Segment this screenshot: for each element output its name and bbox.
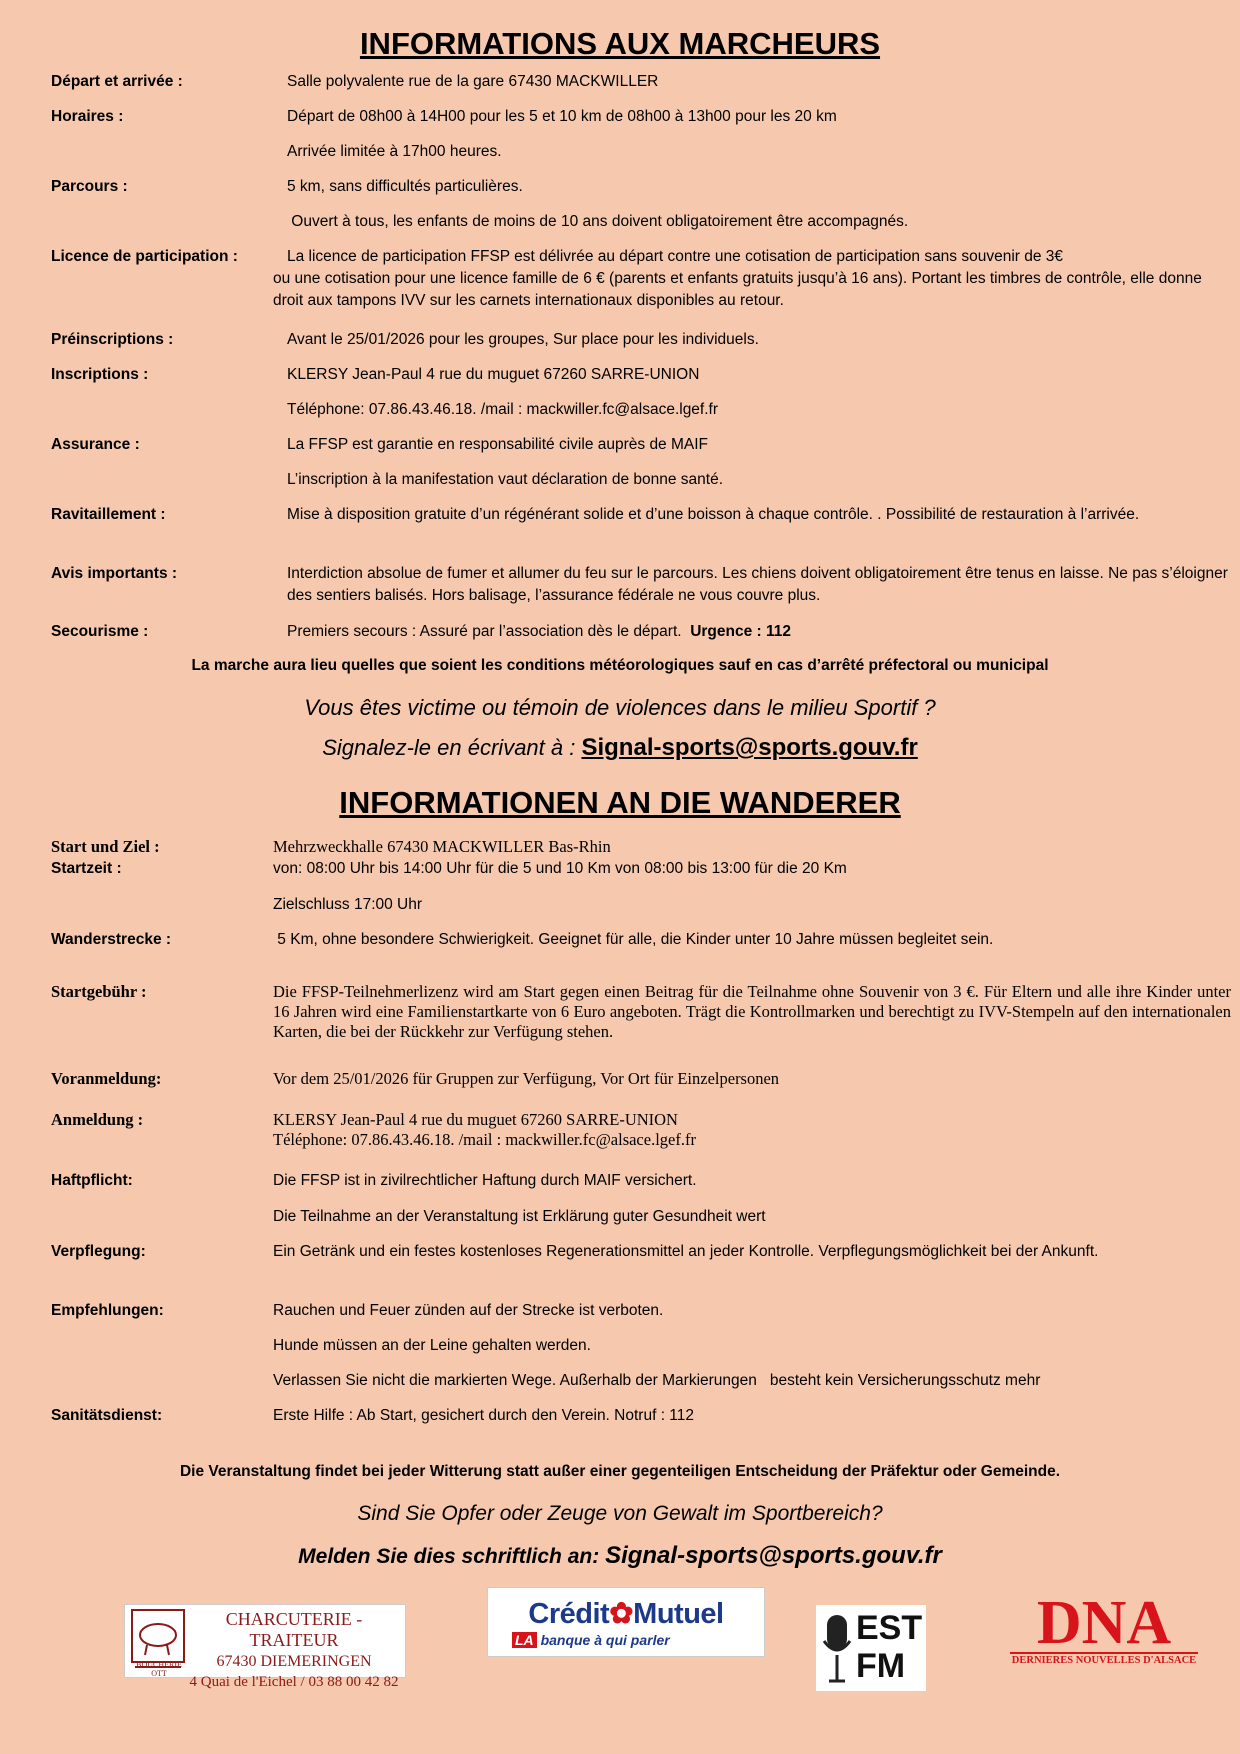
fr-urgence: Urgence : 112 — [690, 623, 792, 640]
fr-parcours-label: Parcours : — [51, 178, 128, 195]
fr-ouvert-value: Ouvert à tous, les enfants de moins de 10 ans doivent obligatoirement être accompagnés. — [287, 213, 909, 230]
fr-parcours-value: 5 km, sans difficultés particulières. — [287, 178, 523, 195]
dna-subtitle: DERNIERES NOUVELLES D'ALSACE — [1010, 1652, 1198, 1666]
fr-horaires-value: Départ de 08h00 à 14H00 pour les 5 et 10 km de 08h00 à 13h00 pour les 20 km — [287, 108, 837, 125]
charcuterie-brand: BOUCHERIE OTT — [136, 1660, 182, 1678]
fr-arrivee-value: Arrivée limitée à 17h00 heures. — [287, 143, 502, 160]
de-sanitaet-label: Sanitätsdienst: — [51, 1407, 163, 1424]
de-empfehlungen-label: Empfehlungen: — [51, 1302, 164, 1319]
estfm-text — [856, 1609, 924, 1685]
de-wanderstrecke-value: 5 Km, ohne besondere Schwierigkeit. Geeignet für alle, die Kinder unter 10 Jahre müssen begleitet sein. — [273, 931, 994, 948]
credit-mutuel-emblem-icon: ✿ — [609, 1598, 634, 1630]
fr-inscriptions-value: KLERSY Jean-Paul 4 rue du muguet 67260 SARRE-UNION — [287, 366, 700, 383]
charcuterie-logo — [124, 1604, 406, 1690]
credit-mutuel-name — [488, 1596, 764, 1631]
mutuel-word: Mutuel — [633, 1598, 724, 1630]
fr-licence-label: Licence de participation : — [51, 248, 238, 265]
dna-name: DNA — [1036, 1589, 1172, 1657]
de-signal-email-link[interactable]: Signal-sports@sports.gouv.fr — [605, 1542, 942, 1569]
de-voranmeldung-value: Vor dem 25/01/2026 für Gruppen zur Verfügung, Vor Ort für Einzelpersonen — [273, 1069, 780, 1088]
de-wanderstrecke-label: Wanderstrecke : — [51, 931, 172, 948]
charcuterie-city: 67430 DIEMERINGEN — [216, 1653, 372, 1670]
de-sanitaet-value: Erste Hilfe : Ab Start, gesichert durch den Verein. Notruf : 112 — [273, 1407, 695, 1424]
fr-preinscriptions-value: Avant le 25/01/2026 pour les groupes, Sur place pour les individuels. — [287, 331, 759, 348]
de-verpflegung-label: Verpflegung: — [51, 1243, 146, 1260]
de-startzeit-value: von: 08:00 Uhr bis 14:00 Uhr für die 5 und 10 Km von 08:00 bis 13:00 für die 20 Km — [273, 860, 847, 877]
fr-signal-line — [0, 734, 1240, 762]
dna-logo — [1010, 1589, 1198, 1670]
de-haftpflicht-label: Haftpflicht: — [51, 1172, 133, 1189]
fr-signal-prefix: Signalez-le en écrivant à : — [322, 735, 576, 760]
fr-sante-value: L’inscription à la manifestation vaut déclaration de bonne santé. — [287, 471, 724, 488]
tag-text: banque à qui parler — [540, 1632, 670, 1648]
french-title: INFORMATIONS AUX MARCHEURS — [359, 26, 881, 61]
microphone-icon — [820, 1609, 854, 1689]
fr-weather-note: La marche aura lieu quelles que soient les conditions météorologiques sauf en cas d’arrêté préfectoral ou municipal — [191, 657, 1049, 674]
fr-assurance-value: La FFSP est garantie en responsabilité civile auprès de MAIF — [287, 436, 709, 453]
estfm-logo — [816, 1605, 926, 1691]
charcuterie-address: 4 Quai de l'Eichel / 03 88 00 42 82 — [189, 1674, 399, 1690]
fr-avis-value: Interdiction absolue de fumer et allumer du feu sur le parcours. Les chiens doivent obligatoirement être tenus en laisse. Ne pas s’éloigner des sentiers balisés. Hors balisage, l’assurance fédérale ne vous couvre plus. — [287, 565, 1228, 604]
fr-ravitaillement-label: Ravitaillement : — [51, 506, 166, 523]
de-empfehlungen-value-3: Verlassen Sie nicht die markierten Wege. Außerhalb der Markierungen besteht kein Versicherungsschutz mehr — [273, 1372, 1041, 1389]
de-gesundheit-value: Die Teilnahme an der Veranstaltung ist Erklärung guter Gesundheit wert — [273, 1208, 766, 1225]
de-haftpflicht-value: Die FFSP ist in zivilrechtlicher Haftung durch MAIF versichert. — [273, 1172, 697, 1189]
de-zielschluss-value: Zielschluss 17:00 Uhr — [273, 896, 423, 913]
german-title: INFORMATIONEN AN DIE WANDERER — [339, 785, 901, 820]
fr-horaires-label: Horaires : — [51, 108, 124, 125]
fr-inscriptions-label: Inscriptions : — [51, 366, 149, 383]
estfm-line-2: FM — [856, 1647, 906, 1685]
fr-depart-value: Salle polyvalente rue de la gare 67430 MACKWILLER — [287, 73, 659, 90]
de-startgebuehr-value: Die FFSP-Teilnehmerlizenz wird am Start gegen einen Beitrag für die Teilnahme ohne Souvenir von 3 €. Für Eltern und alle ihre Kinder unter 16 Jahren wird eine Familienstartkarte von 6 Euro angeboten. Trägt die Kontrollmarken und berechtigt zu IVV-Stempeln auf den internationalen Karten, die bei der Rückkehr zur Verfügung stehen. — [273, 982, 1231, 1041]
tag-la: LA — [512, 1632, 537, 1648]
de-start-value: Mehrzweckhalle 67430 MACKWILLER Bas-Rhin — [273, 837, 611, 856]
fr-secourisme-text: Premiers secours : Assuré par l’association dès le départ. — [287, 623, 682, 640]
fr-secourisme-value — [287, 621, 1231, 643]
fr-victim-question: Vous êtes victime ou témoin de violences dans le milieu Sportif ? — [304, 695, 936, 720]
fr-preinscriptions-label: Préinscriptions : — [51, 331, 174, 348]
fr-signal-email-link[interactable]: Signal-sports@sports.gouv.fr — [581, 734, 918, 761]
de-anmeldung-value-1: KLERSY Jean-Paul 4 rue du muguet 67260 SARRE-UNION — [273, 1110, 678, 1129]
fr-licence-value: La licence de participation FFSP est délivrée au départ contre une cotisation de participation sans souvenir de 3€ ou une cotisation pour une licence famille de 6 € (parents et enfants gratuits jusqu’à 16 ans). Portant les timbres de contrôle, elle donne droit aux tampons IVV sur les carnets internationaux disponibles au retour. — [273, 248, 1202, 309]
fr-secourisme-label: Secourisme : — [51, 623, 149, 640]
de-signal-line — [0, 1542, 1240, 1570]
credit-mutuel-logo — [487, 1587, 765, 1657]
fr-telephone-value: Téléphone: 07.86.43.46.18. /mail : mackwiller.fc@alsace.lgef.fr — [287, 401, 719, 418]
de-verpflegung-value: Ein Getränk und ein festes kostenloses Regenerationsmittel an jeder Kontrolle. Verpflegungsmöglichkeit bei der Ankunft. — [273, 1243, 1099, 1260]
de-startzeit-label: Startzeit : — [51, 860, 122, 877]
estfm-line-1: EST — [856, 1609, 923, 1647]
de-anmeldung-value-2: Téléphone: 07.86.43.46.18. /mail : mackwiller.fc@alsace.lgef.fr — [273, 1130, 696, 1149]
fr-ravitaillement-value: Mise à disposition gratuite d’un régénérant solide et d’une boisson à chaque contrôle. . Possibilité de restauration à l’arrivée. — [287, 506, 1140, 523]
credit-mutuel-tagline — [512, 1632, 742, 1648]
de-startgebuehr-label: Startgebühr : — [51, 982, 147, 1001]
charcuterie-text — [187, 1609, 401, 1693]
de-weather-note: Die Veranstaltung findet bei jeder Witterung statt außer einer gegenteiligen Entscheidung der Präfektur oder Gemeinde. — [179, 1463, 1061, 1480]
charcuterie-name: CHARCUTERIE -TRAITEUR — [225, 1609, 363, 1650]
de-empfehlungen-value-1: Rauchen und Feuer zünden auf der Strecke ist verboten. — [273, 1302, 664, 1319]
fr-assurance-label: Assurance : — [51, 436, 140, 453]
fr-depart-label: Départ et arrivée : — [51, 73, 183, 90]
de-voranmeldung-label: Voranmeldung: — [51, 1069, 162, 1088]
de-anmeldung-label: Anmeldung : — [51, 1110, 144, 1129]
de-empfehlungen-value-2: Hunde müssen an der Leine gehalten werden. — [273, 1337, 591, 1354]
de-signal-prefix: Melden Sie dies schriftlich an: — [298, 1545, 600, 1568]
de-start-label: Start und Ziel : — [51, 837, 160, 856]
credit-word: Crédit — [528, 1598, 610, 1630]
fr-avis-label: Avis importants : — [51, 565, 178, 582]
de-victim-question: Sind Sie Opfer oder Zeuge von Gewalt im Sportbereich? — [357, 1502, 883, 1525]
